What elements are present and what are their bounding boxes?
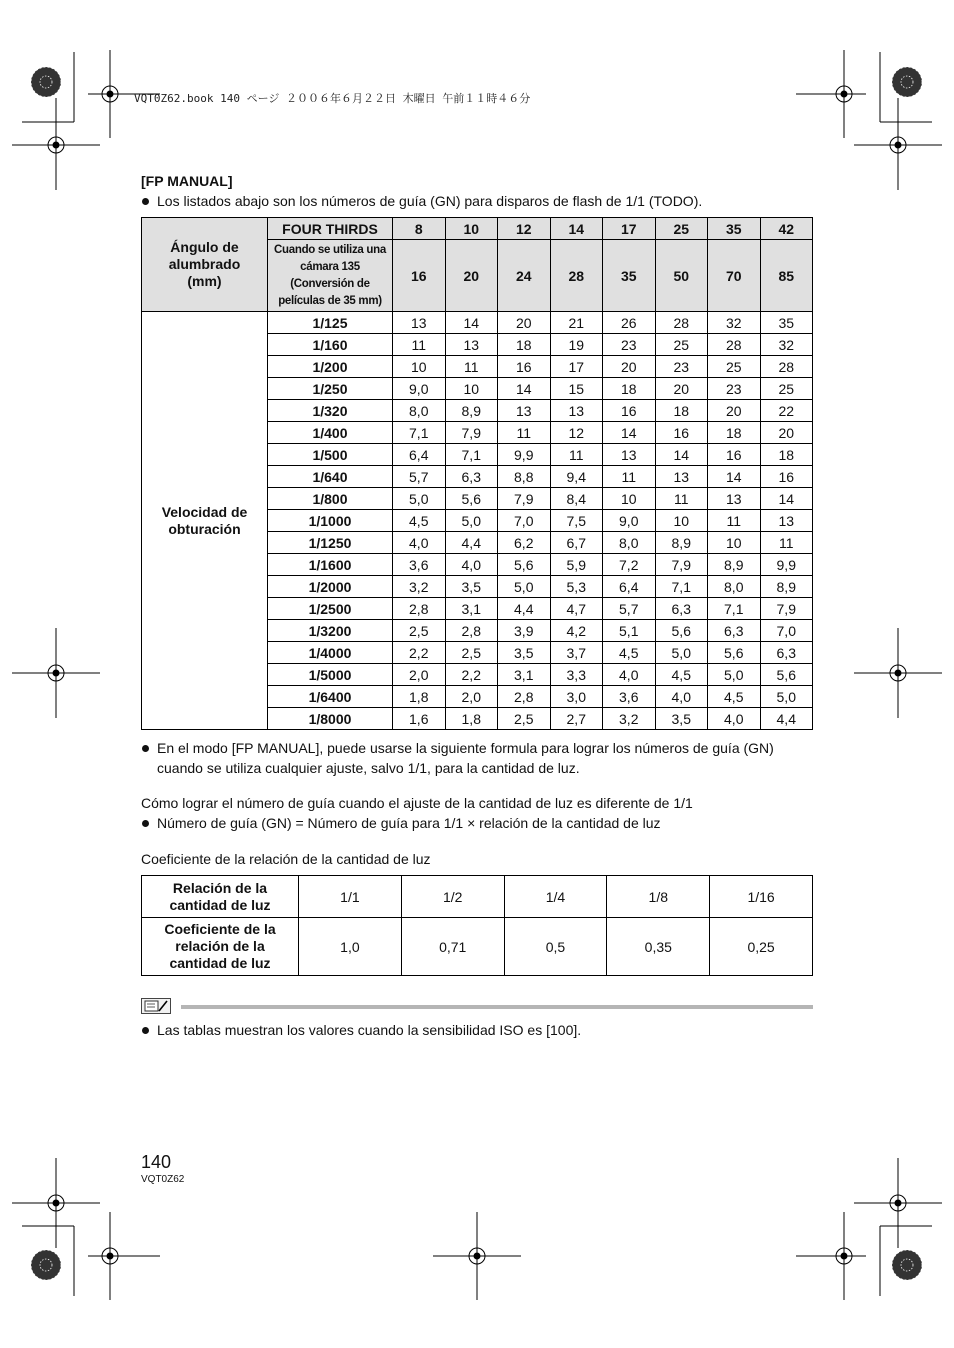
coef-caption: Coeficiente de la relación de la cantidad de luz xyxy=(141,851,431,867)
guide-number-cell: 4,0 xyxy=(445,554,498,576)
guide-text: Número de guía (GN) = Número de guía para 1/1 × relación de la cantidad de luz xyxy=(157,815,661,831)
guide-number-cell: 8,0 xyxy=(393,400,446,422)
note-text: Las tablas muestran los valores cuando la sensibilidad ISO es [100]. xyxy=(157,1022,582,1038)
focal-four-thirds-cell: 25 xyxy=(655,218,708,240)
shutter-speed-cell: 1/500 xyxy=(268,444,393,466)
guide-number-cell: 13 xyxy=(760,510,813,532)
coef-row xyxy=(142,918,813,976)
shutter-speed-cell: 1/1000 xyxy=(268,510,393,532)
coef-cell: 0,25 xyxy=(710,918,813,976)
focal-35mm-cell: 28 xyxy=(550,240,603,312)
shutter-speed-cell: 1/6400 xyxy=(268,686,393,708)
guide-number-cell: 18 xyxy=(498,334,551,356)
formula-text: En el modo [FP MANUAL], puede usarse la siguiente formula para lograr los números de guía (GN) cuando se utiliza cualquier ajuste, salvo 1/1, para la cantidad de luz. xyxy=(157,740,774,776)
focal-35mm-cell: 70 xyxy=(708,240,761,312)
guide-number-cell: 1,8 xyxy=(393,686,446,708)
page-number: 140 xyxy=(141,1152,172,1172)
guide-number-cell: 10 xyxy=(445,378,498,400)
bullet-icon xyxy=(142,745,149,752)
guide-number-cell: 18 xyxy=(655,400,708,422)
intro-bullet xyxy=(141,191,813,211)
focal-35mm-cell: 16 xyxy=(393,240,446,312)
guide-number-cell: 2,2 xyxy=(393,642,446,664)
guide-number-cell: 4,0 xyxy=(603,664,656,686)
guide-number-cell: 18 xyxy=(708,422,761,444)
guide-number-cell: 14 xyxy=(708,466,761,488)
shutter-speed-cell: 1/800 xyxy=(268,488,393,510)
guide-number-cell: 14 xyxy=(655,444,708,466)
crosshair-mark xyxy=(854,628,942,718)
guide-number-cell: 14 xyxy=(603,422,656,444)
ratio-row xyxy=(142,876,813,918)
coef-header xyxy=(142,918,299,976)
guide-number-cell: 14 xyxy=(498,378,551,400)
crosshair-mark xyxy=(12,98,100,190)
guide-number-cell: 21 xyxy=(550,312,603,334)
focal-35mm-cell: 50 xyxy=(655,240,708,312)
guide-number-cell: 3,7 xyxy=(550,642,603,664)
shutter-speed-cell: 1/2500 xyxy=(268,598,393,620)
shutter-label: Velocidad de obturación xyxy=(161,503,248,537)
guide-number-cell: 8,9 xyxy=(760,576,813,598)
guide-number-cell: 10 xyxy=(393,356,446,378)
guide-number-cell: 13 xyxy=(655,466,708,488)
guide-number-cell: 4,5 xyxy=(708,686,761,708)
guide-number-cell: 7,9 xyxy=(498,488,551,510)
guide-number-cell: 28 xyxy=(708,334,761,356)
model-code: VQT0Z62 xyxy=(141,1174,185,1185)
guide-number-cell: 7,1 xyxy=(393,422,446,444)
guide-number-cell: 5,0 xyxy=(393,488,446,510)
shutter-speed-cell: 1/160 xyxy=(268,334,393,356)
shutter-speed-cell: 1/125 xyxy=(268,312,393,334)
guide-number-cell: 20 xyxy=(760,422,813,444)
guide-number-cell: 25 xyxy=(760,378,813,400)
crosshair-mark xyxy=(12,628,100,718)
guide-number-cell: 3,6 xyxy=(393,554,446,576)
note-bullet xyxy=(141,1020,829,1040)
guide-number-cell: 9,4 xyxy=(550,466,603,488)
intro-text: Los listados abajo son los números de guía (GN) para disparos de flash de 1/1 (TODO). xyxy=(157,193,703,209)
guide-number-cell: 4,5 xyxy=(603,642,656,664)
note-divider xyxy=(181,1005,813,1009)
guide-number-cell: 11 xyxy=(708,510,761,532)
guide-number-cell: 8,9 xyxy=(445,400,498,422)
guide-number-cell: 14 xyxy=(445,312,498,334)
guide-number-cell: 3,1 xyxy=(498,664,551,686)
guide-number-cell: 16 xyxy=(603,400,656,422)
guide-number-cell: 32 xyxy=(760,334,813,356)
formula-bullet xyxy=(141,738,813,778)
ratio-cell: 1/8 xyxy=(607,876,710,918)
guide-number-cell: 5,6 xyxy=(445,488,498,510)
guide-number-cell: 5,0 xyxy=(445,510,498,532)
guide-number-cell: 11 xyxy=(603,466,656,488)
guide-number-cell: 23 xyxy=(603,334,656,356)
guide-number-cell: 35 xyxy=(760,312,813,334)
shutter-speed-cell: 1/250 xyxy=(268,378,393,400)
guide-number-cell: 6,7 xyxy=(550,532,603,554)
guide-number-cell: 4,0 xyxy=(655,686,708,708)
guide-number-cell: 20 xyxy=(603,356,656,378)
guide-number-cell: 5,6 xyxy=(708,642,761,664)
focal-35mm-cell: 24 xyxy=(498,240,551,312)
guide-number-cell: 5,7 xyxy=(393,466,446,488)
bullet-icon xyxy=(142,1027,149,1034)
guide-number-cell: 11 xyxy=(550,444,603,466)
shutter-speed-cell: 1/8000 xyxy=(268,708,393,730)
guide-number-cell: 7,9 xyxy=(760,598,813,620)
guide-number-cell: 4,5 xyxy=(655,664,708,686)
coef-cell: 0,5 xyxy=(504,918,607,976)
angle-label: Ángulo de alumbrado (mm) xyxy=(168,239,241,289)
guide-number-cell: 25 xyxy=(708,356,761,378)
page-content xyxy=(141,172,813,976)
guide-number-cell: 2,0 xyxy=(445,686,498,708)
guide-number-cell: 8,8 xyxy=(498,466,551,488)
guide-number-cell: 3,3 xyxy=(550,664,603,686)
guide-number-cell: 23 xyxy=(708,378,761,400)
guide-number-cell: 4,5 xyxy=(393,510,446,532)
crosshair-mark xyxy=(796,1212,866,1300)
guide-number-cell: 5,0 xyxy=(655,642,708,664)
focal-four-thirds-cell: 14 xyxy=(550,218,603,240)
guide-number-cell: 7,9 xyxy=(655,554,708,576)
shutter-speed-cell: 1/4000 xyxy=(268,642,393,664)
print-header: VQT0Z62.book 140 ページ ２００６年６月２２日 木曜日 午前１１時４６分 xyxy=(134,92,531,105)
guide-number-cell: 7,1 xyxy=(708,598,761,620)
guide-number-cell: 4,4 xyxy=(445,532,498,554)
guide-number-cell: 25 xyxy=(655,334,708,356)
guide-number-cell: 18 xyxy=(603,378,656,400)
table-row xyxy=(142,312,813,334)
guide-number-cell: 5,7 xyxy=(603,598,656,620)
ratio-cell: 1/2 xyxy=(401,876,504,918)
guide-number-cell: 11 xyxy=(655,488,708,510)
guide-number-cell: 3,2 xyxy=(603,708,656,730)
guide-number-cell: 3,5 xyxy=(445,576,498,598)
guide-number-cell: 13 xyxy=(603,444,656,466)
ratio-label: Relación de la cantidad de luz xyxy=(169,879,271,913)
ratio-table xyxy=(141,875,813,976)
shutter-speed-cell: 1/3200 xyxy=(268,620,393,642)
rosette-mark xyxy=(31,67,61,97)
guide-number-cell: 4,2 xyxy=(550,620,603,642)
guide-number-cell: 15 xyxy=(550,378,603,400)
guide-number-cell: 5,0 xyxy=(498,576,551,598)
guide-number-cell: 11 xyxy=(760,532,813,554)
guide-number-cell: 20 xyxy=(498,312,551,334)
guide-bullet xyxy=(141,813,813,833)
guide-number-cell: 4,4 xyxy=(498,598,551,620)
guide-number-cell: 9,9 xyxy=(760,554,813,576)
guide-number-cell: 10 xyxy=(603,488,656,510)
four-thirds-row xyxy=(142,218,813,240)
note-icon xyxy=(141,998,171,1014)
focal-four-thirds-cell: 42 xyxy=(760,218,813,240)
ratio-header xyxy=(142,876,299,918)
guide-number-cell: 7,2 xyxy=(603,554,656,576)
guide-number-cell: 2,8 xyxy=(445,620,498,642)
angle-header xyxy=(142,218,268,312)
guide-number-cell: 11 xyxy=(445,356,498,378)
guide-number-cell: 8,0 xyxy=(603,532,656,554)
guide-number-cell: 6,3 xyxy=(760,642,813,664)
guide-number-cell: 2,5 xyxy=(393,620,446,642)
guide-number-cell: 11 xyxy=(393,334,446,356)
guide-number-cell: 2,5 xyxy=(445,642,498,664)
guide-number-cell: 6,4 xyxy=(603,576,656,598)
guide-number-cell: 7,5 xyxy=(550,510,603,532)
coef-cell: 0,35 xyxy=(607,918,710,976)
guide-number-cell: 7,0 xyxy=(498,510,551,532)
guide-number-cell: 2,5 xyxy=(498,708,551,730)
guide-number-cell: 5,9 xyxy=(550,554,603,576)
note-pad-icon xyxy=(142,999,170,1013)
guide-number-cell: 5,1 xyxy=(603,620,656,642)
focal-four-thirds-cell: 12 xyxy=(498,218,551,240)
shutter-speed-cell: 1/200 xyxy=(268,356,393,378)
guide-number-cell: 4,0 xyxy=(393,532,446,554)
guide-number-cell: 1,6 xyxy=(393,708,446,730)
guide-number-cell: 9,9 xyxy=(498,444,551,466)
coef-cell: 1,0 xyxy=(299,918,402,976)
guide-number-cell: 8,0 xyxy=(708,576,761,598)
crosshair-mark xyxy=(796,50,866,138)
rosette-mark xyxy=(892,1250,922,1280)
guide-number-cell: 6,3 xyxy=(655,598,708,620)
guide-number-cell: 13 xyxy=(550,400,603,422)
guide-number-cell: 6,4 xyxy=(393,444,446,466)
guide-number-cell: 14 xyxy=(760,488,813,510)
guide-number-cell: 2,2 xyxy=(445,664,498,686)
guide-number-cell: 6,3 xyxy=(445,466,498,488)
guide-number-cell: 1,8 xyxy=(445,708,498,730)
guide-number-cell: 18 xyxy=(760,444,813,466)
guide-number-cell: 5,6 xyxy=(498,554,551,576)
shutter-speed-cell: 1/640 xyxy=(268,466,393,488)
guide-number-cell: 3,2 xyxy=(393,576,446,598)
guide-number-cell: 4,4 xyxy=(760,708,813,730)
guide-number-cell: 26 xyxy=(603,312,656,334)
guide-number-cell: 9,0 xyxy=(393,378,446,400)
coef-label: Coeficiente de la relación de la cantidad de luz xyxy=(164,921,276,971)
equiv-header xyxy=(268,240,393,312)
guide-number-cell: 7,0 xyxy=(760,620,813,642)
guide-number-cell: 13 xyxy=(498,400,551,422)
guide-number-cell: 5,0 xyxy=(760,686,813,708)
guide-number-cell: 22 xyxy=(760,400,813,422)
guide-number-cell: 17 xyxy=(550,356,603,378)
ratio-cell: 1/1 xyxy=(299,876,402,918)
ratio-cell: 1/4 xyxy=(504,876,607,918)
crosshair-mark xyxy=(12,1158,100,1248)
guide-number-cell: 4,0 xyxy=(708,708,761,730)
guide-number-cell: 16 xyxy=(760,466,813,488)
focal-four-thirds-cell: 35 xyxy=(708,218,761,240)
guide-number-cell: 2,0 xyxy=(393,664,446,686)
shutter-speed-cell: 1/1600 xyxy=(268,554,393,576)
guide-number-cell: 11 xyxy=(498,422,551,444)
guide-number-cell: 20 xyxy=(655,378,708,400)
guide-number-cell: 16 xyxy=(708,444,761,466)
equiv-label: Cuando se utiliza una cámara 135 (Conversión de películas de 35 mm) xyxy=(274,243,386,307)
guide-number-cell: 3,1 xyxy=(445,598,498,620)
guide-number-cell: 20 xyxy=(708,400,761,422)
focal-four-thirds-cell: 17 xyxy=(603,218,656,240)
crosshair-mark xyxy=(433,1212,521,1300)
guide-number-cell: 9,0 xyxy=(603,510,656,532)
guide-number-cell: 2,7 xyxy=(550,708,603,730)
bullet-icon xyxy=(142,198,149,205)
guide-number-cell: 28 xyxy=(655,312,708,334)
ratio-cell: 1/16 xyxy=(710,876,813,918)
guide-number-cell: 23 xyxy=(655,356,708,378)
guide-number-cell: 5,6 xyxy=(655,620,708,642)
coef-cell: 0,71 xyxy=(401,918,504,976)
focal-four-thirds-cell: 8 xyxy=(393,218,446,240)
guide-number-cell: 6,2 xyxy=(498,532,551,554)
bullet-icon xyxy=(142,820,149,827)
guide-number-cell: 10 xyxy=(655,510,708,532)
guide-number-cell: 19 xyxy=(550,334,603,356)
guide-number-cell: 12 xyxy=(550,422,603,444)
guide-number-cell: 16 xyxy=(655,422,708,444)
shutter-speed-cell: 1/1250 xyxy=(268,532,393,554)
guide-number-cell: 7,1 xyxy=(655,576,708,598)
crosshair-mark xyxy=(854,98,942,190)
section-title: [FP MANUAL] xyxy=(141,173,233,189)
guide-number-cell: 6,3 xyxy=(708,620,761,642)
guide-number-cell: 13 xyxy=(708,488,761,510)
shutter-speed-cell: 1/400 xyxy=(268,422,393,444)
shutter-header xyxy=(142,312,268,730)
guide-number-cell: 3,0 xyxy=(550,686,603,708)
guide-number-cell: 8,9 xyxy=(708,554,761,576)
guide-number-cell: 3,5 xyxy=(498,642,551,664)
guide-number-cell: 5,0 xyxy=(708,664,761,686)
guide-number-cell: 8,4 xyxy=(550,488,603,510)
focal-35mm-cell: 85 xyxy=(760,240,813,312)
guide-number-cell: 7,9 xyxy=(445,422,498,444)
rosette-mark xyxy=(31,1250,61,1280)
four-thirds-header: FOUR THIRDS xyxy=(268,218,393,240)
guide-number-cell: 8,9 xyxy=(655,532,708,554)
howto-text: Cómo lograr el número de guía cuando el ajuste de la cantidad de luz es diferente de 1/1 xyxy=(141,795,693,811)
guide-number-cell: 28 xyxy=(760,356,813,378)
guide-number-cell: 13 xyxy=(393,312,446,334)
guide-number-cell: 2,8 xyxy=(393,598,446,620)
rosette-mark xyxy=(892,67,922,97)
shutter-speed-cell: 1/5000 xyxy=(268,664,393,686)
guide-number-cell: 7,1 xyxy=(445,444,498,466)
guide-number-cell: 2,8 xyxy=(498,686,551,708)
focal-35mm-cell: 20 xyxy=(445,240,498,312)
guide-number-cell: 3,5 xyxy=(655,708,708,730)
guide-number-cell: 4,7 xyxy=(550,598,603,620)
crosshair-mark xyxy=(854,1158,942,1248)
guide-number-cell: 3,9 xyxy=(498,620,551,642)
shutter-speed-cell: 1/2000 xyxy=(268,576,393,598)
guide-number-cell: 5,3 xyxy=(550,576,603,598)
focal-35mm-cell: 35 xyxy=(603,240,656,312)
focal-four-thirds-cell: 10 xyxy=(445,218,498,240)
note-bar xyxy=(141,998,813,1016)
guide-number-cell: 10 xyxy=(708,532,761,554)
crosshair-mark xyxy=(88,1212,160,1300)
guide-number-cell: 3,6 xyxy=(603,686,656,708)
guide-number-cell: 13 xyxy=(445,334,498,356)
guide-number-cell: 5,6 xyxy=(760,664,813,686)
shutter-speed-cell: 1/320 xyxy=(268,400,393,422)
guide-number-table xyxy=(141,217,813,730)
guide-number-cell: 32 xyxy=(708,312,761,334)
guide-number-cell: 16 xyxy=(498,356,551,378)
